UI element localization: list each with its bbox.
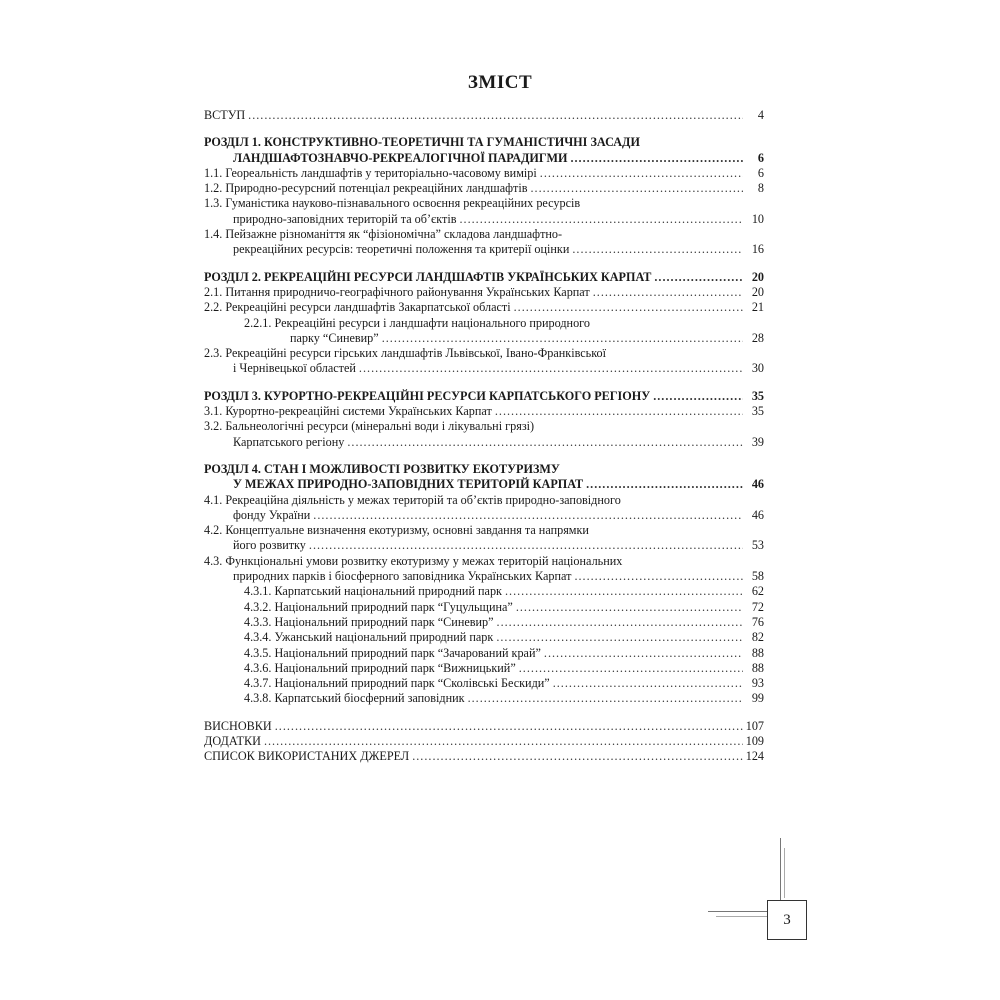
toc-entry-label: 4.3.3. Національний природний парк “Синевир”: [244, 614, 494, 629]
toc-entry-4-3-2[interactable]: [204, 600, 764, 615]
dot-leader: [574, 569, 743, 584]
toc-entry-4-2-cont[interactable]: [204, 538, 764, 553]
toc-entry-4-3-7[interactable]: [204, 676, 764, 691]
toc-entry-4-3-8[interactable]: [204, 691, 764, 706]
toc-entry-1-2[interactable]: [204, 181, 764, 196]
dot-leader: [495, 404, 743, 419]
toc-page-number: 39: [751, 434, 764, 449]
toc-page-number: 20: [751, 269, 764, 284]
toc-entry-2-2-1-cont[interactable]: [204, 331, 764, 346]
toc-entry-label: його розвитку: [233, 538, 306, 553]
toc-entry-label: 4.3.2. Національний природний парк “Гуцульщина”: [244, 599, 513, 614]
chapter-4-heading-cont[interactable]: [204, 477, 764, 492]
toc-entry-label: 4.3.7. Національний природний парк “Сколівські Бескиди”: [244, 676, 550, 691]
dot-leader: [553, 676, 743, 691]
dot-leader: [275, 719, 743, 734]
toc-page-number: 46: [751, 477, 764, 492]
toc-entry-1-4[interactable]: 1.4. Пейзажне різноманіття як “фізіономічна” складова ландшафтно-: [204, 227, 563, 242]
toc-entry-label: 1.2. Природно-ресурсний потенціал рекреаційних ландшафтів: [204, 181, 528, 196]
toc-page-number: 21: [751, 300, 764, 315]
toc-page-number: 16: [751, 242, 764, 257]
toc-entry-4-3-3[interactable]: [204, 615, 764, 630]
toc-page-number: 76: [751, 614, 764, 629]
toc-entry-4-3[interactable]: 4.3. Функціональні умови розвитку екотуризму у межах територій національних: [204, 553, 623, 568]
dot-leader: [382, 331, 743, 346]
toc-page-number: 6: [757, 165, 764, 180]
toc-entry-appendices[interactable]: [204, 734, 764, 749]
toc-page-number: 93: [751, 676, 764, 691]
toc-page-number: 53: [751, 538, 764, 553]
dot-leader: [468, 691, 743, 706]
toc-entry-1-1[interactable]: [204, 166, 764, 181]
toc-page-number: 88: [751, 660, 764, 675]
toc-page-number: 88: [751, 645, 764, 660]
dot-leader: [544, 646, 743, 661]
toc-entry-label: 2.1. Питання природничо-географічного районування Українських Карпат: [204, 284, 590, 299]
chapter-2-heading[interactable]: [204, 270, 764, 285]
table-of-contents: [204, 108, 764, 765]
toc-entry-intro[interactable]: [204, 108, 764, 123]
toc-page-number: 109: [745, 733, 764, 748]
chapter-1-heading[interactable]: РОЗДІЛ 1. КОНСТРУКТИВНО-ТЕОРЕТИЧНІ ТА ГУМАНІСТИЧНІ ЗАСАДИ: [204, 135, 640, 150]
toc-page-number: 107: [745, 718, 764, 733]
chapter-1-heading-cont[interactable]: [204, 151, 764, 166]
dot-leader: [570, 151, 743, 166]
toc-entry-conclusions[interactable]: [204, 719, 764, 734]
chapter-4-heading[interactable]: РОЗДІЛ 4. СТАН І МОЖЛИВОСТІ РОЗВИТКУ ЕКОТУРИЗМУ: [204, 461, 560, 476]
toc-page-number: 62: [751, 584, 764, 599]
toc-entry-label: парку “Синевир”: [290, 330, 379, 345]
toc-entry-label: ЛАНДШАФТОЗНАВЧО-РЕКРЕАЛОГІЧНОЇ ПАРАДИГМИ: [233, 150, 568, 165]
dot-leader: [347, 435, 743, 450]
toc-entry-4-1[interactable]: 4.1. Рекреаційна діяльність у межах територій та об’єктів природно-заповідного: [204, 492, 621, 507]
dot-leader: [586, 477, 743, 492]
toc-entry-label: 4.3.5. Національний природний парк “Зачарований край”: [244, 645, 541, 660]
toc-entry-label: РОЗДІЛ 2. РЕКРЕАЦІЙНІ РЕСУРСИ ЛАНДШАФТІВ УКРАЇНСЬКИХ КАРПАТ: [204, 269, 652, 284]
toc-entry-2-1[interactable]: [204, 285, 764, 300]
toc-page-number: 99: [751, 691, 764, 706]
toc-entry-2-3[interactable]: 2.3. Рекреаційні ресурси гірських ландшафтів Львівської, Івано-Франківської: [204, 346, 607, 361]
dot-leader: [309, 538, 743, 553]
chapter-3-heading[interactable]: [204, 389, 764, 404]
toc-page-number: 30: [751, 361, 764, 376]
dot-leader: [514, 300, 743, 315]
toc-entry-1-3-cont[interactable]: [204, 212, 764, 227]
page-title: ЗМІСТ: [467, 72, 533, 93]
toc-page-number: 46: [751, 507, 764, 522]
toc-entry-3-1[interactable]: [204, 404, 764, 419]
toc-entry-4-3-4[interactable]: [204, 630, 764, 645]
dot-leader: [572, 242, 743, 257]
toc-page-number: 8: [757, 181, 764, 196]
toc-page-number: 6: [757, 150, 764, 165]
toc-entry-label: 1.1. Геореальність ландшафтів у територіально-часовому вимірі: [204, 165, 537, 180]
toc-entry-label: рекреаційних ресурсів: теоретичні положення та критерії оцінки: [233, 242, 570, 257]
toc-entry-3-2-cont[interactable]: [204, 435, 764, 450]
toc-entry-label: природних парків і біосферного заповідника Українських Карпат: [233, 569, 572, 584]
toc-entry-2-3-cont[interactable]: [204, 361, 764, 376]
toc-entry-label: 4.3.8. Карпатський біосферний заповідник: [244, 691, 465, 706]
toc-entry-label: ВИСНОВКИ: [204, 718, 272, 733]
toc-entry-4-3-6[interactable]: [204, 661, 764, 676]
toc-page-number: 35: [751, 388, 764, 403]
toc-entry-label: Карпатського регіону: [233, 434, 345, 449]
toc-page-number: 82: [751, 630, 764, 645]
toc-page-number: 10: [751, 211, 764, 226]
toc-page-number: 28: [751, 330, 764, 345]
toc-page-number: 58: [751, 569, 764, 584]
toc-entry-label: У МЕЖАХ ПРИРОДНО-ЗАПОВІДНИХ ТЕРИТОРІЙ КАРПАТ: [233, 477, 584, 492]
dot-leader: [313, 508, 743, 523]
toc-entry-label: і Чернівецької областей: [233, 361, 356, 376]
toc-entry-label: ВСТУП: [204, 108, 246, 122]
toc-page-number: 72: [751, 599, 764, 614]
toc-entry-label: 4.3.6. Національний природний парк “Вижницький”: [244, 660, 516, 675]
toc-entry-2-2-1[interactable]: 2.2.1. Рекреаційні ресурси і ландшафти національного природного: [244, 315, 590, 330]
toc-page-number: 20: [751, 284, 764, 299]
toc-entry-1-4-cont[interactable]: [204, 242, 764, 257]
corner-ornament-line: [708, 911, 768, 912]
toc-entry-4-3-cont[interactable]: [204, 569, 764, 584]
dot-leader: [519, 661, 743, 676]
corner-ornament-line: [784, 848, 785, 898]
dot-leader: [248, 108, 743, 123]
toc-entry-4-2[interactable]: 4.2. Концептуальне визначення екотуризму, основні завдання та напрямки: [204, 523, 589, 538]
dot-leader: [530, 181, 743, 196]
toc-entry-label: 2.2. Рекреаційні ресурси ландшафтів Закарпатської області: [204, 300, 511, 315]
dot-leader: [593, 285, 743, 300]
toc-entry-label: 4.3.4. Ужанський національний природний парк: [244, 630, 494, 645]
toc-entry-label: 4.3.1. Карпатський національний природний парк: [244, 584, 502, 599]
toc-entry-label: СПИСОК ВИКОРИСТАНИХ ДЖЕРЕЛ: [204, 749, 410, 764]
dot-leader: [505, 584, 743, 599]
toc-entry-label: природно-заповідних територій та об’єктів: [233, 211, 457, 226]
dot-leader: [264, 734, 743, 749]
dot-leader: [459, 212, 743, 227]
toc-page-number: 4: [757, 108, 764, 122]
corner-ornament-line: [716, 916, 768, 917]
dot-leader: [654, 270, 743, 285]
toc-page-number: 124: [745, 749, 764, 764]
toc-entry-label: РОЗДІЛ 3. КУРОРТНО-РЕКРЕАЦІЙНІ РЕСУРСИ КАРПАТСЬКОГО РЕГІОНУ: [204, 388, 651, 403]
toc-entry-label: ДОДАТКИ: [204, 733, 261, 748]
toc-entry-1-3[interactable]: 1.3. Гуманістика науково-пізнавального освоєння рекреаційних ресурсів: [204, 196, 581, 211]
toc-entry-4-3-1[interactable]: [204, 584, 764, 599]
toc-page-number: 35: [751, 404, 764, 419]
dot-leader: [412, 749, 743, 764]
page-number-box: 3: [767, 900, 807, 940]
toc-entry-4-1-cont[interactable]: [204, 508, 764, 523]
corner-ornament-line: [780, 838, 781, 900]
toc-entry-label: 3.1. Курортно-рекреаційні системи Українських Карпат: [204, 404, 492, 419]
toc-entry-2-2[interactable]: [204, 300, 764, 315]
toc-entry-4-3-5[interactable]: [204, 646, 764, 661]
dot-leader: [497, 615, 743, 630]
toc-entry-references[interactable]: [204, 749, 764, 764]
toc-entry-3-2[interactable]: 3.2. Бальнеологічні ресурси (мінеральні води і лікувальні грязі): [204, 419, 535, 434]
dot-leader: [359, 361, 743, 376]
dot-leader: [653, 389, 743, 404]
dot-leader: [496, 630, 743, 645]
dot-leader: [540, 166, 743, 181]
dot-leader: [516, 600, 743, 615]
toc-entry-label: фонду України: [233, 507, 311, 522]
